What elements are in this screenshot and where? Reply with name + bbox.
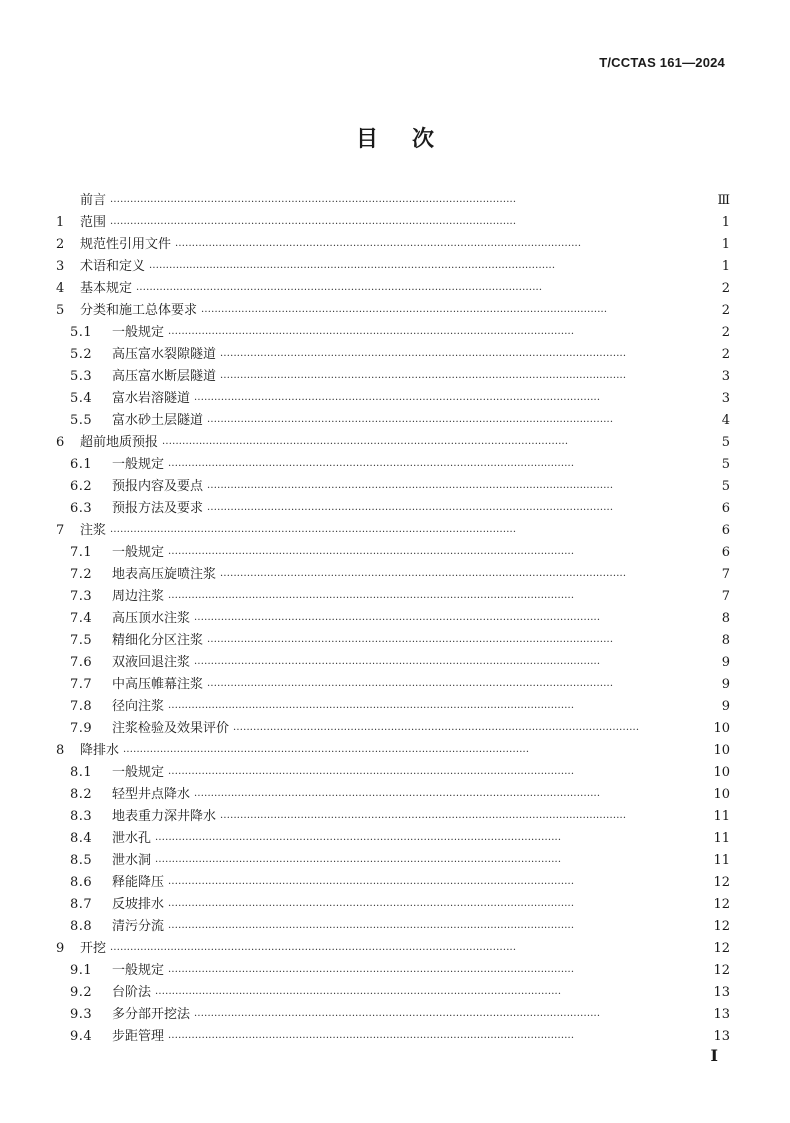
toc-entry[interactable] bbox=[56, 190, 730, 212]
toc-entry[interactable] bbox=[56, 894, 730, 916]
toc-entry-title: 一般规定 bbox=[112, 765, 165, 780]
toc-entry[interactable] bbox=[56, 674, 730, 696]
toc-entry[interactable] bbox=[56, 740, 730, 762]
toc-entry-title: 预报内容及要点 bbox=[112, 479, 204, 494]
toc-entry-title: 前言 bbox=[80, 193, 107, 208]
toc-entry-title: 地表高压旋喷注浆 bbox=[112, 567, 217, 582]
toc-entry-page: 2 bbox=[721, 325, 730, 340]
dot-leader bbox=[110, 521, 714, 543]
toc-entry-number: 7 bbox=[56, 523, 65, 538]
toc-entry-number: 5.5 bbox=[70, 413, 93, 428]
dot-leader bbox=[149, 257, 714, 279]
toc-entry-title: 精细化分区注浆 bbox=[112, 633, 204, 648]
toc-entry-title: 泄水洞 bbox=[112, 853, 152, 868]
toc-entry[interactable] bbox=[56, 938, 730, 960]
toc-entry-number: 9.3 bbox=[70, 1007, 93, 1022]
toc-entry-page: 9 bbox=[721, 655, 730, 670]
dot-leader bbox=[207, 477, 714, 499]
toc-entry-number: 7.5 bbox=[70, 633, 93, 648]
toc-entry[interactable] bbox=[56, 454, 730, 476]
toc-entry[interactable] bbox=[56, 300, 730, 322]
table-of-contents bbox=[56, 190, 730, 1048]
toc-entry[interactable] bbox=[56, 828, 730, 850]
toc-entry-title: 富水砂土层隧道 bbox=[112, 413, 204, 428]
toc-entry-number: 7.8 bbox=[70, 699, 93, 714]
toc-entry-page: 5 bbox=[721, 457, 730, 472]
toc-entry-title: 开挖 bbox=[80, 941, 107, 956]
toc-entry[interactable] bbox=[56, 278, 730, 300]
toc-entry[interactable] bbox=[56, 212, 730, 234]
toc-entry-number: 7.7 bbox=[70, 677, 93, 692]
toc-entry[interactable] bbox=[56, 256, 730, 278]
toc-entry-page: 7 bbox=[721, 567, 730, 582]
toc-entry-page: 12 bbox=[713, 919, 730, 934]
dot-leader bbox=[194, 653, 714, 675]
toc-entry-number: 9.4 bbox=[70, 1029, 93, 1044]
toc-entry[interactable] bbox=[56, 322, 730, 344]
dot-leader bbox=[168, 543, 714, 565]
toc-entry[interactable] bbox=[56, 344, 730, 366]
dot-leader bbox=[110, 213, 714, 235]
toc-entry-title: 一般规定 bbox=[112, 325, 165, 340]
toc-entry-title: 释能降压 bbox=[112, 875, 165, 890]
toc-entry[interactable] bbox=[56, 1004, 730, 1026]
dot-leader bbox=[110, 939, 707, 961]
toc-entry-page: 6 bbox=[721, 523, 730, 538]
dot-leader bbox=[162, 433, 714, 455]
toc-entry-title: 一般规定 bbox=[112, 457, 165, 472]
toc-entry-title: 预报方法及要求 bbox=[112, 501, 204, 516]
toc-entry-title: 高压顶水注浆 bbox=[112, 611, 191, 626]
toc-entry[interactable] bbox=[56, 916, 730, 938]
toc-entry-number: 5.2 bbox=[70, 347, 93, 362]
toc-entry-page: 5 bbox=[721, 435, 730, 450]
toc-entry-page: 6 bbox=[721, 501, 730, 516]
toc-entry-title: 注浆检验及效果评价 bbox=[112, 721, 230, 736]
toc-entry[interactable] bbox=[56, 586, 730, 608]
toc-entry-page: 9 bbox=[721, 699, 730, 714]
dot-leader bbox=[155, 851, 707, 873]
toc-entry[interactable] bbox=[56, 608, 730, 630]
toc-entry-number: 5.4 bbox=[70, 391, 93, 406]
toc-entry-number: 7.3 bbox=[70, 589, 93, 604]
page-title: 目次 bbox=[355, 126, 468, 152]
toc-entry-number: 5 bbox=[56, 303, 65, 318]
toc-entry-page: 1 bbox=[721, 237, 730, 252]
toc-entry[interactable] bbox=[56, 410, 730, 432]
toc-entry-number: 8.6 bbox=[70, 875, 93, 890]
toc-entry-number: 8.2 bbox=[70, 787, 93, 802]
toc-entry-page: 10 bbox=[713, 721, 730, 736]
dot-leader bbox=[168, 455, 714, 477]
toc-entry-number: 7.9 bbox=[70, 721, 93, 736]
toc-entry-page: 13 bbox=[713, 1029, 730, 1044]
dot-leader bbox=[168, 961, 707, 983]
toc-entry-title: 周边注浆 bbox=[112, 589, 165, 604]
toc-entry[interactable] bbox=[56, 960, 730, 982]
toc-entry[interactable] bbox=[56, 366, 730, 388]
toc-entry-title: 降排水 bbox=[80, 743, 120, 758]
toc-entry-page: 7 bbox=[721, 589, 730, 604]
toc-entry-page: 10 bbox=[713, 765, 730, 780]
document-number: T/CCTAS 161—2024 bbox=[599, 55, 725, 70]
toc-entry-number: 6.1 bbox=[70, 457, 93, 472]
toc-entry-title: 分类和施工总体要求 bbox=[80, 303, 198, 318]
toc-entry-page: 1 bbox=[721, 215, 730, 230]
toc-entry[interactable] bbox=[56, 850, 730, 872]
toc-entry[interactable] bbox=[56, 630, 730, 652]
toc-entry-number: 8.8 bbox=[70, 919, 93, 934]
toc-entry-page: 11 bbox=[713, 831, 730, 846]
dot-leader bbox=[233, 719, 707, 741]
toc-entry-page: 4 bbox=[721, 413, 730, 428]
dot-leader bbox=[194, 1005, 707, 1027]
toc-entry-number: 6 bbox=[56, 435, 65, 450]
toc-entry[interactable] bbox=[56, 234, 730, 256]
toc-entry-number: 5.1 bbox=[70, 325, 93, 340]
toc-entry-number: 7.6 bbox=[70, 655, 93, 670]
dot-leader bbox=[168, 917, 707, 939]
toc-entry-title: 中高压帷幕注浆 bbox=[112, 677, 204, 692]
toc-entry-title: 一般规定 bbox=[112, 545, 165, 560]
toc-entry[interactable] bbox=[56, 784, 730, 806]
toc-entry-title: 多分部开挖法 bbox=[112, 1007, 191, 1022]
toc-entry-title: 规范性引用文件 bbox=[80, 237, 172, 252]
toc-entry[interactable] bbox=[56, 982, 730, 1004]
toc-entry-title: 双液回退注浆 bbox=[112, 655, 191, 670]
toc-entry-page: 5 bbox=[721, 479, 730, 494]
dot-leader bbox=[168, 1027, 707, 1049]
toc-entry-number: 3 bbox=[56, 259, 65, 274]
dot-leader bbox=[155, 829, 707, 851]
dot-leader bbox=[194, 609, 714, 631]
toc-entry-number: 4 bbox=[56, 281, 65, 296]
dot-leader bbox=[207, 411, 714, 433]
toc-entry[interactable] bbox=[56, 652, 730, 674]
toc-entry-page: 10 bbox=[713, 743, 730, 758]
toc-entry-number: 8.3 bbox=[70, 809, 93, 824]
toc-entry-page: 12 bbox=[713, 963, 730, 978]
toc-entry-title: 清污分流 bbox=[112, 919, 165, 934]
toc-entry[interactable] bbox=[56, 1026, 730, 1048]
toc-entry-title: 术语和定义 bbox=[80, 259, 146, 274]
toc-entry[interactable] bbox=[56, 762, 730, 784]
toc-entry-title: 基本规定 bbox=[80, 281, 133, 296]
toc-entry-title: 超前地质预报 bbox=[80, 435, 159, 450]
toc-entry[interactable] bbox=[56, 476, 730, 498]
dot-leader bbox=[123, 741, 707, 763]
dot-leader bbox=[220, 807, 707, 829]
dot-leader bbox=[207, 499, 714, 521]
toc-entry-number: 8.7 bbox=[70, 897, 93, 912]
dot-leader bbox=[168, 873, 707, 895]
dot-leader bbox=[207, 675, 714, 697]
toc-entry-page: 11 bbox=[713, 853, 730, 868]
toc-entry-number: 8 bbox=[56, 743, 65, 758]
toc-entry-title: 富水岩溶隧道 bbox=[112, 391, 191, 406]
toc-entry-title: 径向注浆 bbox=[112, 699, 165, 714]
toc-entry-page: 12 bbox=[713, 875, 730, 890]
toc-entry-number: 9 bbox=[56, 941, 65, 956]
dot-leader bbox=[220, 367, 714, 389]
toc-entry-title: 高压富水裂隙隧道 bbox=[112, 347, 217, 362]
toc-entry-number: 8.5 bbox=[70, 853, 93, 868]
toc-entry-title: 高压富水断层隧道 bbox=[112, 369, 217, 384]
toc-entry-title: 轻型井点降水 bbox=[112, 787, 191, 802]
toc-entry[interactable] bbox=[56, 498, 730, 520]
toc-entry-page: 13 bbox=[713, 1007, 730, 1022]
toc-entry-title: 注浆 bbox=[80, 523, 107, 538]
toc-entry-page: 3 bbox=[721, 369, 730, 384]
dot-leader bbox=[194, 785, 707, 807]
toc-entry-page: 6 bbox=[721, 545, 730, 560]
toc-entry-number: 9.2 bbox=[70, 985, 93, 1000]
toc-entry-number: 7.4 bbox=[70, 611, 93, 626]
toc-entry-page: 13 bbox=[713, 985, 730, 1000]
toc-entry-page: 12 bbox=[713, 941, 730, 956]
dot-leader bbox=[201, 301, 714, 323]
dot-leader bbox=[220, 345, 714, 367]
toc-entry-page: 2 bbox=[721, 347, 730, 362]
toc-entry-number: 7.1 bbox=[70, 545, 93, 560]
toc-entry[interactable] bbox=[56, 388, 730, 410]
dot-leader bbox=[175, 235, 714, 257]
toc-entry-number: 6.2 bbox=[70, 479, 93, 494]
toc-entry-number: 1 bbox=[56, 215, 65, 230]
dot-leader bbox=[168, 895, 707, 917]
toc-entry[interactable] bbox=[56, 696, 730, 718]
dot-leader bbox=[110, 191, 711, 213]
toc-entry-number: 5.3 bbox=[70, 369, 93, 384]
toc-entry-page: 8 bbox=[721, 611, 730, 626]
toc-entry-page: 8 bbox=[721, 633, 730, 648]
toc-entry-number: 7.2 bbox=[70, 567, 93, 582]
toc-entry-number: 6.3 bbox=[70, 501, 93, 516]
toc-entry[interactable] bbox=[56, 432, 730, 454]
toc-entry-number: 8.4 bbox=[70, 831, 93, 846]
toc-entry-page: Ⅲ bbox=[717, 193, 730, 208]
toc-entry-page: 2 bbox=[721, 303, 730, 318]
dot-leader bbox=[220, 565, 714, 587]
toc-entry-page: 3 bbox=[721, 391, 730, 406]
toc-entry-title: 台阶法 bbox=[112, 985, 152, 1000]
toc-entry-title: 步距管理 bbox=[112, 1029, 165, 1044]
toc-entry-page: 11 bbox=[713, 809, 730, 824]
toc-entry[interactable] bbox=[56, 520, 730, 542]
toc-entry-title: 范围 bbox=[80, 215, 107, 230]
toc-entry-page: 2 bbox=[721, 281, 730, 296]
dot-leader bbox=[207, 631, 714, 653]
toc-entry[interactable] bbox=[56, 872, 730, 894]
dot-leader bbox=[136, 279, 714, 301]
toc-entry-title: 反坡排水 bbox=[112, 897, 165, 912]
toc-entry[interactable] bbox=[56, 806, 730, 828]
toc-entry-number: 9.1 bbox=[70, 963, 93, 978]
toc-entry-title: 地表重力深井降水 bbox=[112, 809, 217, 824]
dot-leader bbox=[155, 983, 707, 1005]
dot-leader bbox=[194, 389, 714, 411]
toc-entry-title: 一般规定 bbox=[112, 963, 165, 978]
toc-entry[interactable] bbox=[56, 718, 730, 740]
dot-leader bbox=[168, 763, 707, 785]
dot-leader bbox=[168, 697, 714, 719]
dot-leader bbox=[168, 587, 714, 609]
toc-entry[interactable] bbox=[56, 564, 730, 586]
toc-entry-number: 2 bbox=[56, 237, 65, 252]
toc-entry-number: 8.1 bbox=[70, 765, 93, 780]
dot-leader bbox=[168, 323, 714, 345]
toc-entry-page: 12 bbox=[713, 897, 730, 912]
toc-entry-title: 泄水孔 bbox=[112, 831, 152, 846]
toc-entry-page: 9 bbox=[721, 677, 730, 692]
toc-entry-page: 1 bbox=[721, 259, 730, 274]
page-folio: I bbox=[710, 1046, 718, 1065]
toc-entry[interactable] bbox=[56, 542, 730, 564]
toc-entry-page: 10 bbox=[713, 787, 730, 802]
